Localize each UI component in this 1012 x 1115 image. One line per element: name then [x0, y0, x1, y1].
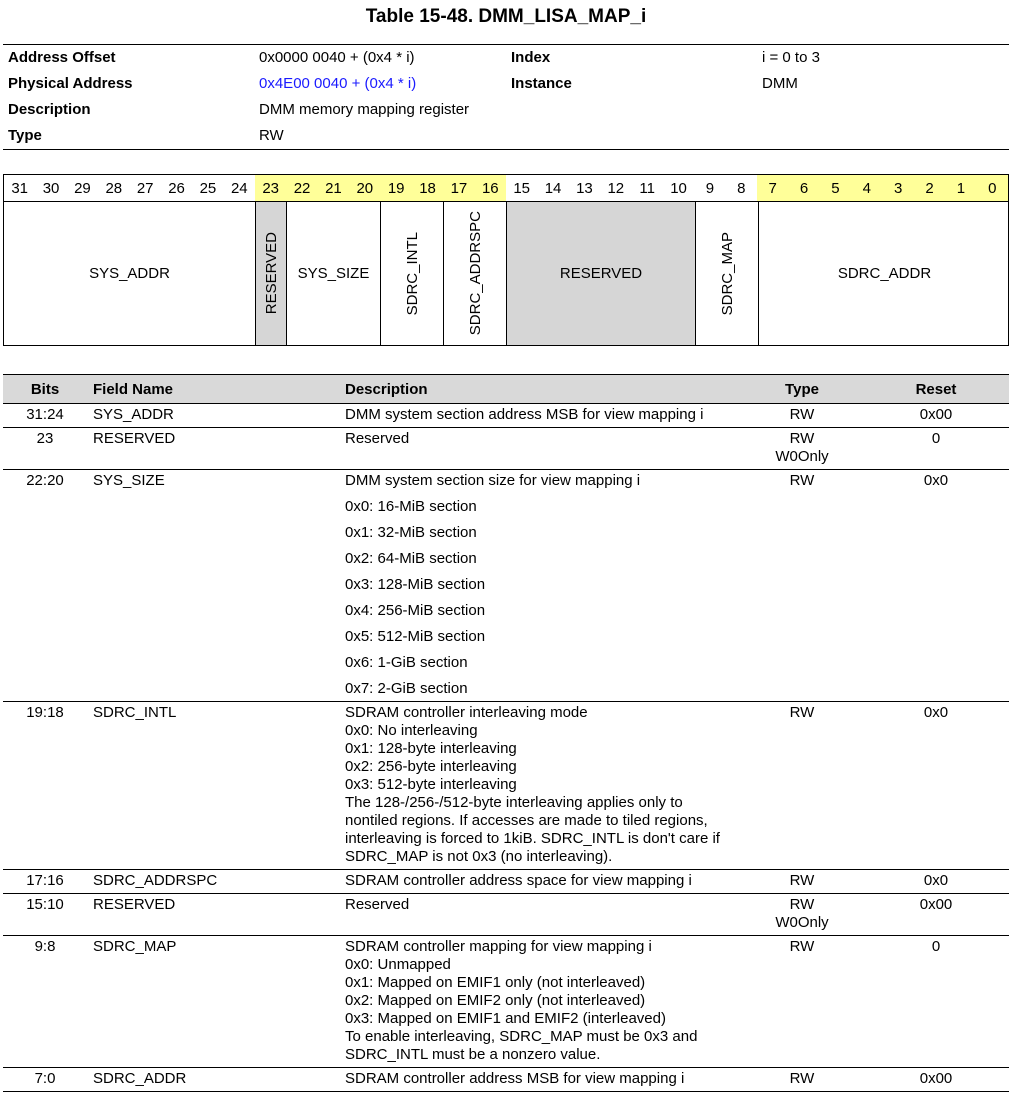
col-reset-header: Reset	[863, 375, 1009, 404]
register-header	[3, 44, 1009, 150]
cell-description	[339, 404, 741, 428]
type-line: RW	[789, 1070, 815, 1087]
bit-number: 25	[199, 180, 217, 197]
cell-type	[741, 404, 863, 428]
bit-number: 5	[820, 175, 851, 201]
cell-reset: 0x00	[863, 1068, 1009, 1092]
bit-field-label: SDRC_INTL	[403, 231, 421, 316]
bit-number: 3	[883, 175, 914, 201]
cell-field-name: SYS_ADDR	[87, 404, 339, 428]
description-option-line: 0x2: 64-MiB section	[345, 550, 477, 567]
bit-number: 16	[475, 175, 506, 201]
description-line: 0x1: 128-byte interleaving	[345, 740, 517, 757]
description-option-line: 0x5: 512-MiB section	[345, 628, 486, 645]
cell-type	[741, 894, 863, 936]
cell-reset: 0x0	[863, 470, 1009, 702]
table-title: Table 15-48. DMM_LISA_MAP_i	[365, 6, 647, 27]
col-bits-header: Bits	[3, 375, 87, 404]
bit-field	[256, 202, 287, 345]
bit-number: 15	[513, 180, 531, 197]
bit-number: 9	[705, 180, 715, 197]
description-line: SDRAM controller mapping for view mapping i	[345, 938, 652, 955]
bit-field	[381, 202, 444, 345]
bit-field-label: SDRC_ADDR	[837, 265, 932, 282]
cell-type	[741, 936, 863, 1068]
table-row	[3, 870, 1009, 894]
bit-number: 24	[230, 180, 248, 197]
description-option-line: 0x6: 1-GiB section	[345, 654, 468, 671]
header-row-description	[3, 97, 1009, 123]
bit-number: 21	[318, 175, 349, 201]
table-body	[3, 404, 1009, 1092]
table-row	[3, 470, 1009, 702]
cell-type	[741, 428, 863, 470]
bit-field	[287, 202, 381, 345]
cell-bits: 22:20	[3, 470, 87, 702]
bit-number: 17	[443, 175, 474, 201]
cell-type	[741, 702, 863, 870]
physical-address-label: Physical Address	[8, 75, 133, 92]
cell-bits: 19:18	[3, 702, 87, 870]
description-line: Reserved	[345, 430, 410, 447]
bit-number: 23	[255, 175, 286, 201]
cell-field-name: SDRC_ADDRSPC	[87, 870, 339, 894]
bit-number: 1	[945, 175, 976, 201]
bit-number: 29	[74, 180, 91, 197]
cell-field-name: SYS_SIZE	[87, 470, 339, 702]
type-label: Type	[8, 127, 42, 144]
cell-bits: 23	[3, 428, 87, 470]
type-line: RW	[789, 430, 815, 447]
description-option-line: 0x7: 2-GiB section	[345, 680, 468, 697]
cell-type	[741, 870, 863, 894]
description-option-line: 0x3: 128-MiB section	[345, 576, 486, 593]
cell-description	[339, 1068, 741, 1092]
cell-description	[339, 470, 741, 702]
bit-number: 8	[737, 180, 746, 197]
cell-description	[339, 428, 741, 470]
description-line: 0x0: No interleaving	[345, 722, 478, 739]
bit-field	[759, 202, 1010, 345]
bit-number: 31	[11, 180, 29, 197]
description-line: 0x3: 512-byte interleaving	[345, 776, 517, 793]
bit-number: 7	[757, 175, 788, 201]
table-row	[3, 702, 1009, 870]
description-label: Description	[8, 101, 91, 118]
bit-field	[507, 202, 696, 345]
cell-field-name: RESERVED	[87, 894, 339, 936]
cell-bits: 15:10	[3, 894, 87, 936]
bit-number: 6	[788, 175, 819, 201]
description-line: DMM system section address MSB for view mapping i	[345, 406, 704, 423]
description-line: 0x1: Mapped on EMIF1 only (not interleaved)	[345, 974, 646, 991]
cell-field-name: SDRC_MAP	[87, 936, 339, 1068]
description-line: SDRC_INTL must be a nonzero value.	[345, 1046, 601, 1063]
description-line: nontiled regions. If accesses are made to tiled regions,	[345, 812, 708, 829]
col-description-header: Description	[339, 375, 741, 404]
bit-number: 13	[576, 180, 593, 197]
table-row	[3, 1068, 1009, 1092]
bit-number: 10	[670, 180, 687, 197]
header-row-physical-address	[3, 71, 1009, 97]
cell-reset: 0x0	[863, 870, 1009, 894]
bit-number: 12	[607, 180, 625, 197]
bit-field-label: SDRC_ADDRSPC	[466, 211, 484, 336]
physical-address-link[interactable]: 0x4E00 0040 + (0x4 * i)	[259, 75, 417, 92]
table-row	[3, 404, 1009, 428]
index-value: i = 0 to 3	[762, 49, 820, 66]
instance-label: Instance	[511, 75, 572, 92]
description-line: SDRAM controller address space for view mapping i	[345, 872, 692, 889]
address-offset-value: 0x0000 0040 + (0x4 * i)	[259, 49, 415, 66]
cell-reset: 0	[863, 936, 1009, 1068]
instance-value: DMM	[762, 75, 798, 92]
field-description-table	[3, 374, 1009, 1092]
table-header-row	[3, 375, 1009, 404]
table-row	[3, 936, 1009, 1068]
bit-number: 4	[851, 175, 882, 201]
cell-reset: 0x0	[863, 702, 1009, 870]
bit-number: 20	[349, 175, 380, 201]
bit-field-label: SDRC_MAP	[718, 231, 736, 316]
header-row-address-offset	[3, 45, 1009, 71]
description-option-line: 0x1: 32-MiB section	[345, 524, 477, 541]
cell-field-name: SDRC_ADDR	[87, 1068, 339, 1092]
bit-number: 26	[168, 180, 185, 197]
type-line: W0Only	[775, 448, 829, 465]
type-line: W0Only	[775, 914, 829, 931]
cell-bits: 7:0	[3, 1068, 87, 1092]
cell-bits: 17:16	[3, 870, 87, 894]
col-type-header: Type	[741, 375, 863, 404]
cell-description	[339, 702, 741, 870]
cell-reset: 0	[863, 428, 1009, 470]
bit-number: 19	[381, 175, 412, 201]
bit-field-diagram	[3, 174, 1009, 346]
bit-number: 18	[412, 175, 443, 201]
bit-number: 28	[105, 180, 123, 197]
description-value: DMM memory mapping register	[259, 101, 470, 118]
type-line: RW	[789, 938, 815, 955]
bit-field-label: RESERVED	[262, 232, 280, 315]
table-row	[3, 894, 1009, 936]
bit-number: 30	[42, 180, 60, 197]
col-field-name-header: Field Name	[87, 375, 339, 404]
type-line: RW	[789, 896, 815, 913]
description-line: DMM system section size for view mapping i	[345, 472, 641, 489]
cell-type	[741, 470, 863, 702]
description-option-line: 0x4: 256-MiB section	[345, 602, 486, 619]
bit-number: 14	[544, 180, 562, 197]
bit-field	[444, 202, 507, 345]
description-line: SDRAM controller interleaving mode	[345, 704, 588, 721]
bit-number: 11	[639, 180, 655, 197]
cell-field-name: SDRC_INTL	[87, 702, 339, 870]
address-offset-label: Address Offset	[8, 49, 116, 66]
cell-reset: 0x00	[863, 894, 1009, 936]
description-option-line: 0x0: 16-MiB section	[345, 498, 477, 515]
header-row-type	[3, 123, 1009, 149]
description-line: To enable interleaving, SDRC_MAP must be 0x3 and	[345, 1028, 698, 1045]
bit-field	[4, 202, 256, 345]
type-line: RW	[789, 472, 815, 489]
description-line: 0x0: Unmapped	[345, 956, 451, 973]
cell-description	[339, 936, 741, 1068]
table-row	[3, 428, 1009, 470]
description-line: 0x3: Mapped on EMIF1 and EMIF2 (interleaved)	[345, 1010, 666, 1027]
bit-field-label: RESERVED	[559, 265, 643, 282]
description-line: 0x2: Mapped on EMIF2 only (not interleaved)	[345, 992, 646, 1009]
index-label: Index	[511, 49, 551, 66]
description-line: SDRAM controller address MSB for view mapping i	[345, 1070, 685, 1087]
bit-number: 27	[136, 180, 154, 197]
description-line: The 128-/256-/512-byte interleaving applies only to	[345, 794, 683, 811]
description-line: 0x2: 256-byte interleaving	[345, 758, 517, 775]
type-value: RW	[259, 127, 284, 144]
cell-type	[741, 1068, 863, 1092]
bit-field-label: SYS_ADDR	[89, 265, 170, 282]
cell-reset: 0x00	[863, 404, 1009, 428]
cell-bits: 31:24	[3, 404, 87, 428]
bit-field	[696, 202, 759, 345]
bit-field-label: SYS_SIZE	[297, 265, 370, 282]
description-line: interleaving is forced to 1kiB. SDRC_INTL is don't care if	[345, 830, 720, 847]
cell-description	[339, 870, 741, 894]
type-line: RW	[789, 406, 815, 423]
bit-number-row	[3, 174, 1009, 202]
cell-field-name: RESERVED	[87, 428, 339, 470]
description-line: Reserved	[345, 896, 410, 913]
bit-number: 2	[914, 175, 945, 201]
bit-number: 0	[977, 175, 1008, 201]
description-line: SDRC_MAP is not 0x3 (no interleaving).	[345, 848, 613, 865]
bit-field-row	[3, 202, 1009, 346]
cell-description	[339, 894, 741, 936]
type-line: RW	[789, 872, 815, 889]
type-line: RW	[789, 704, 815, 721]
cell-bits: 9:8	[3, 936, 87, 1068]
bit-number: 22	[286, 175, 317, 201]
